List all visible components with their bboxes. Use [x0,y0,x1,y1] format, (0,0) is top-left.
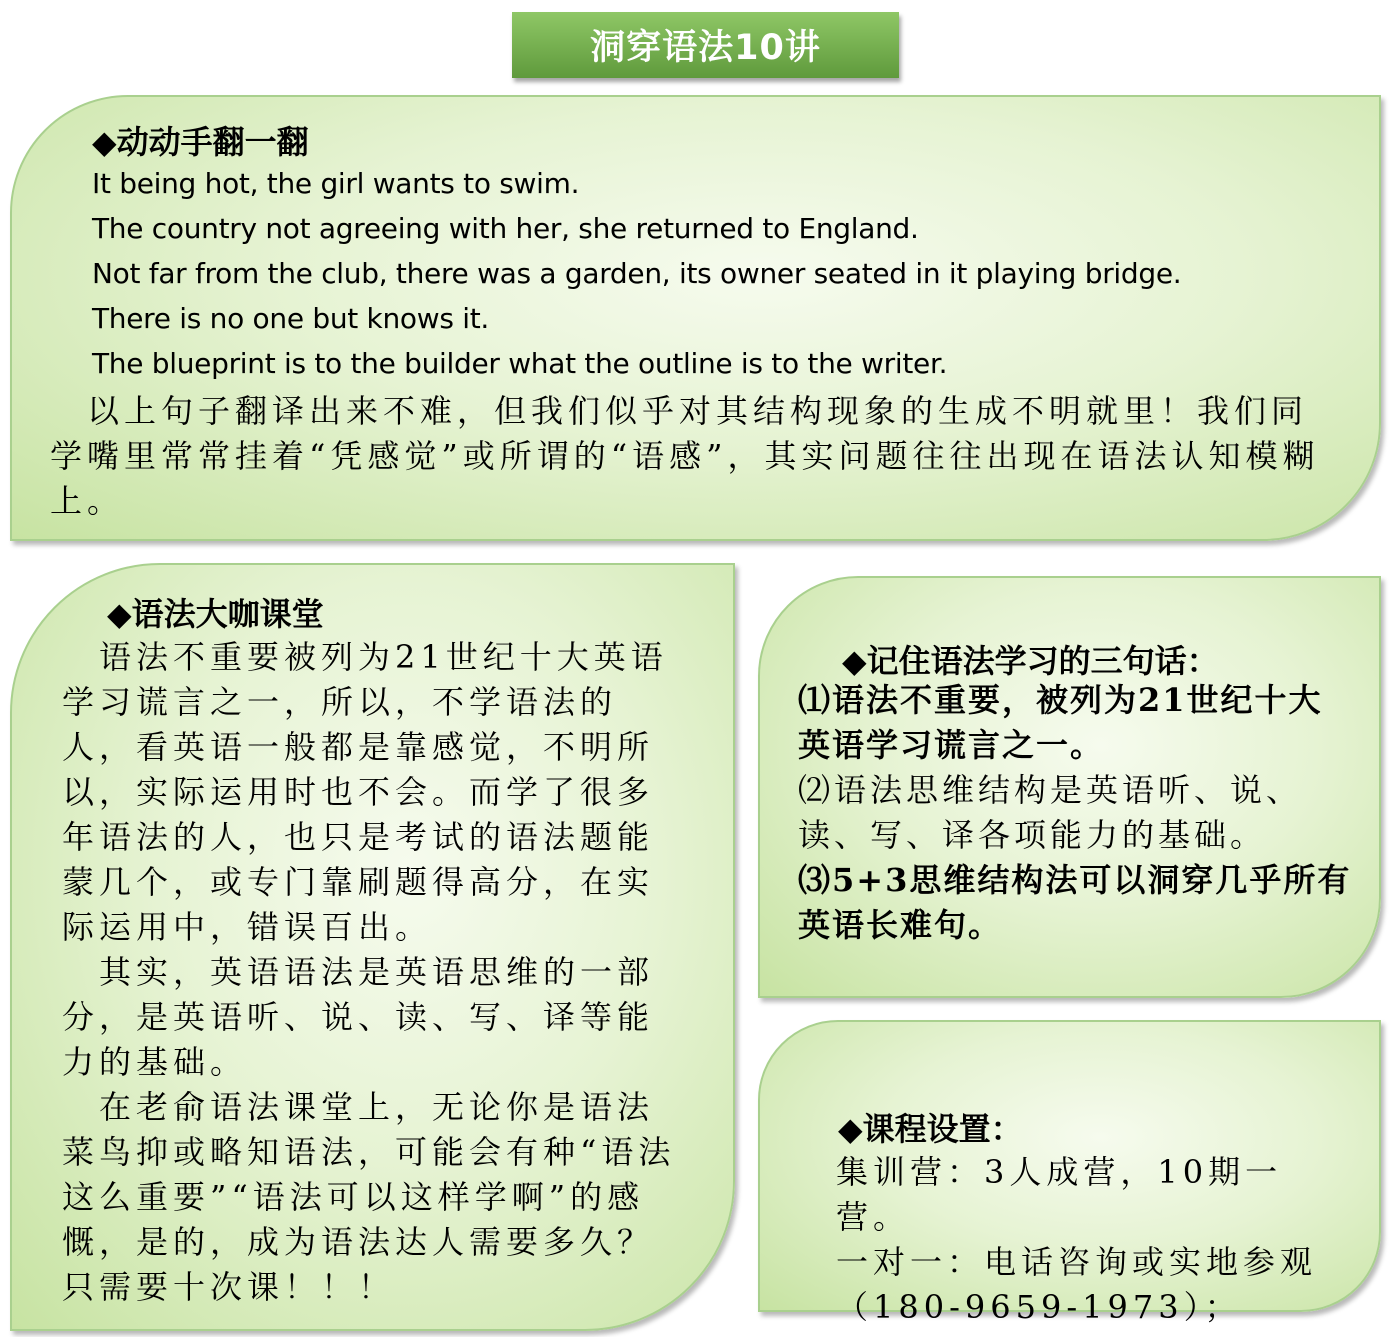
class-description [62,635,677,1310]
section-heading: ◆记住语法学习的三句话： [842,642,1219,680]
translation-exercise-panel [10,95,1381,541]
course-info [836,1150,1356,1330]
key-point-item: ⑶5+3思维结构法可以洞穿几乎所有英语长难句。 [798,861,1352,944]
section-heading: ◆动动手翻一翻 [92,123,309,161]
course-settings-panel [758,1020,1381,1326]
grammar-class-panel [10,563,735,1331]
example-sentence: It being hot, the girl wants to swim. [92,167,580,200]
key-point-item: ⑴语法不重要，被列为21世纪十大英语学习谎言之一。 [798,681,1323,764]
course-line-camp: 集训营：3人成营，10期一营。 [836,1153,1283,1236]
intro-paragraph: 以上句子翻译出来不难，但我们似乎对其结构现象的生成不明就里！我们同学嘴里常常挂着“凭感觉”或所谓的“语感”，其实问题往往出现在语法认知模糊上。 [50,392,1320,520]
section-heading: ◆语法大咖课堂 [107,595,324,633]
section-heading: ◆课程设置： [838,1110,1023,1148]
paragraph: 其实，英语语法是英语思维的一部分，是英语听、说、读、写、译等能力的基础。 [62,953,655,1081]
three-sentences-panel [758,576,1381,998]
example-sentence: There is no one but knows it. [92,302,489,335]
key-points [798,678,1353,948]
paragraph: 语法不重要被列为21世纪十大英语学习谎言之一，所以，不学语法的人，看英语一般都是靠感觉，不明所以，实际运用时也不会。而学了很多年语法的人，也只是考试的语法题能蒙几个，或专门靠刷题得高分，在实际运用中，错误百出。 [62,638,668,946]
course-line-one-on-one: 一对一：电话咨询或实地参观 [836,1243,1318,1281]
contact-phone: （180-9659-1973）； [836,1288,1242,1326]
example-sentence: The blueprint is to the builder what the outline is to the writer. [92,347,948,380]
paragraph: 在老俞语法课堂上，无论你是语法菜鸟抑或略知语法，可能会有种“语法这么重要”“语法可以这样学啊”的感慨，是的，成为语法达人需要多久？只需要十次课！！！ [62,1088,676,1306]
example-sentence: Not far from the club, there was a garden, its owner seated in it playing bridge. [92,257,1182,290]
example-sentence: The country not agreeing with her, she returned to England. [92,212,919,245]
page-title: 洞穿语法10讲 [512,12,899,78]
key-point-item: ⑵语法思维结构是英语听、说、读、写、译各项能力的基础。 [798,771,1303,854]
